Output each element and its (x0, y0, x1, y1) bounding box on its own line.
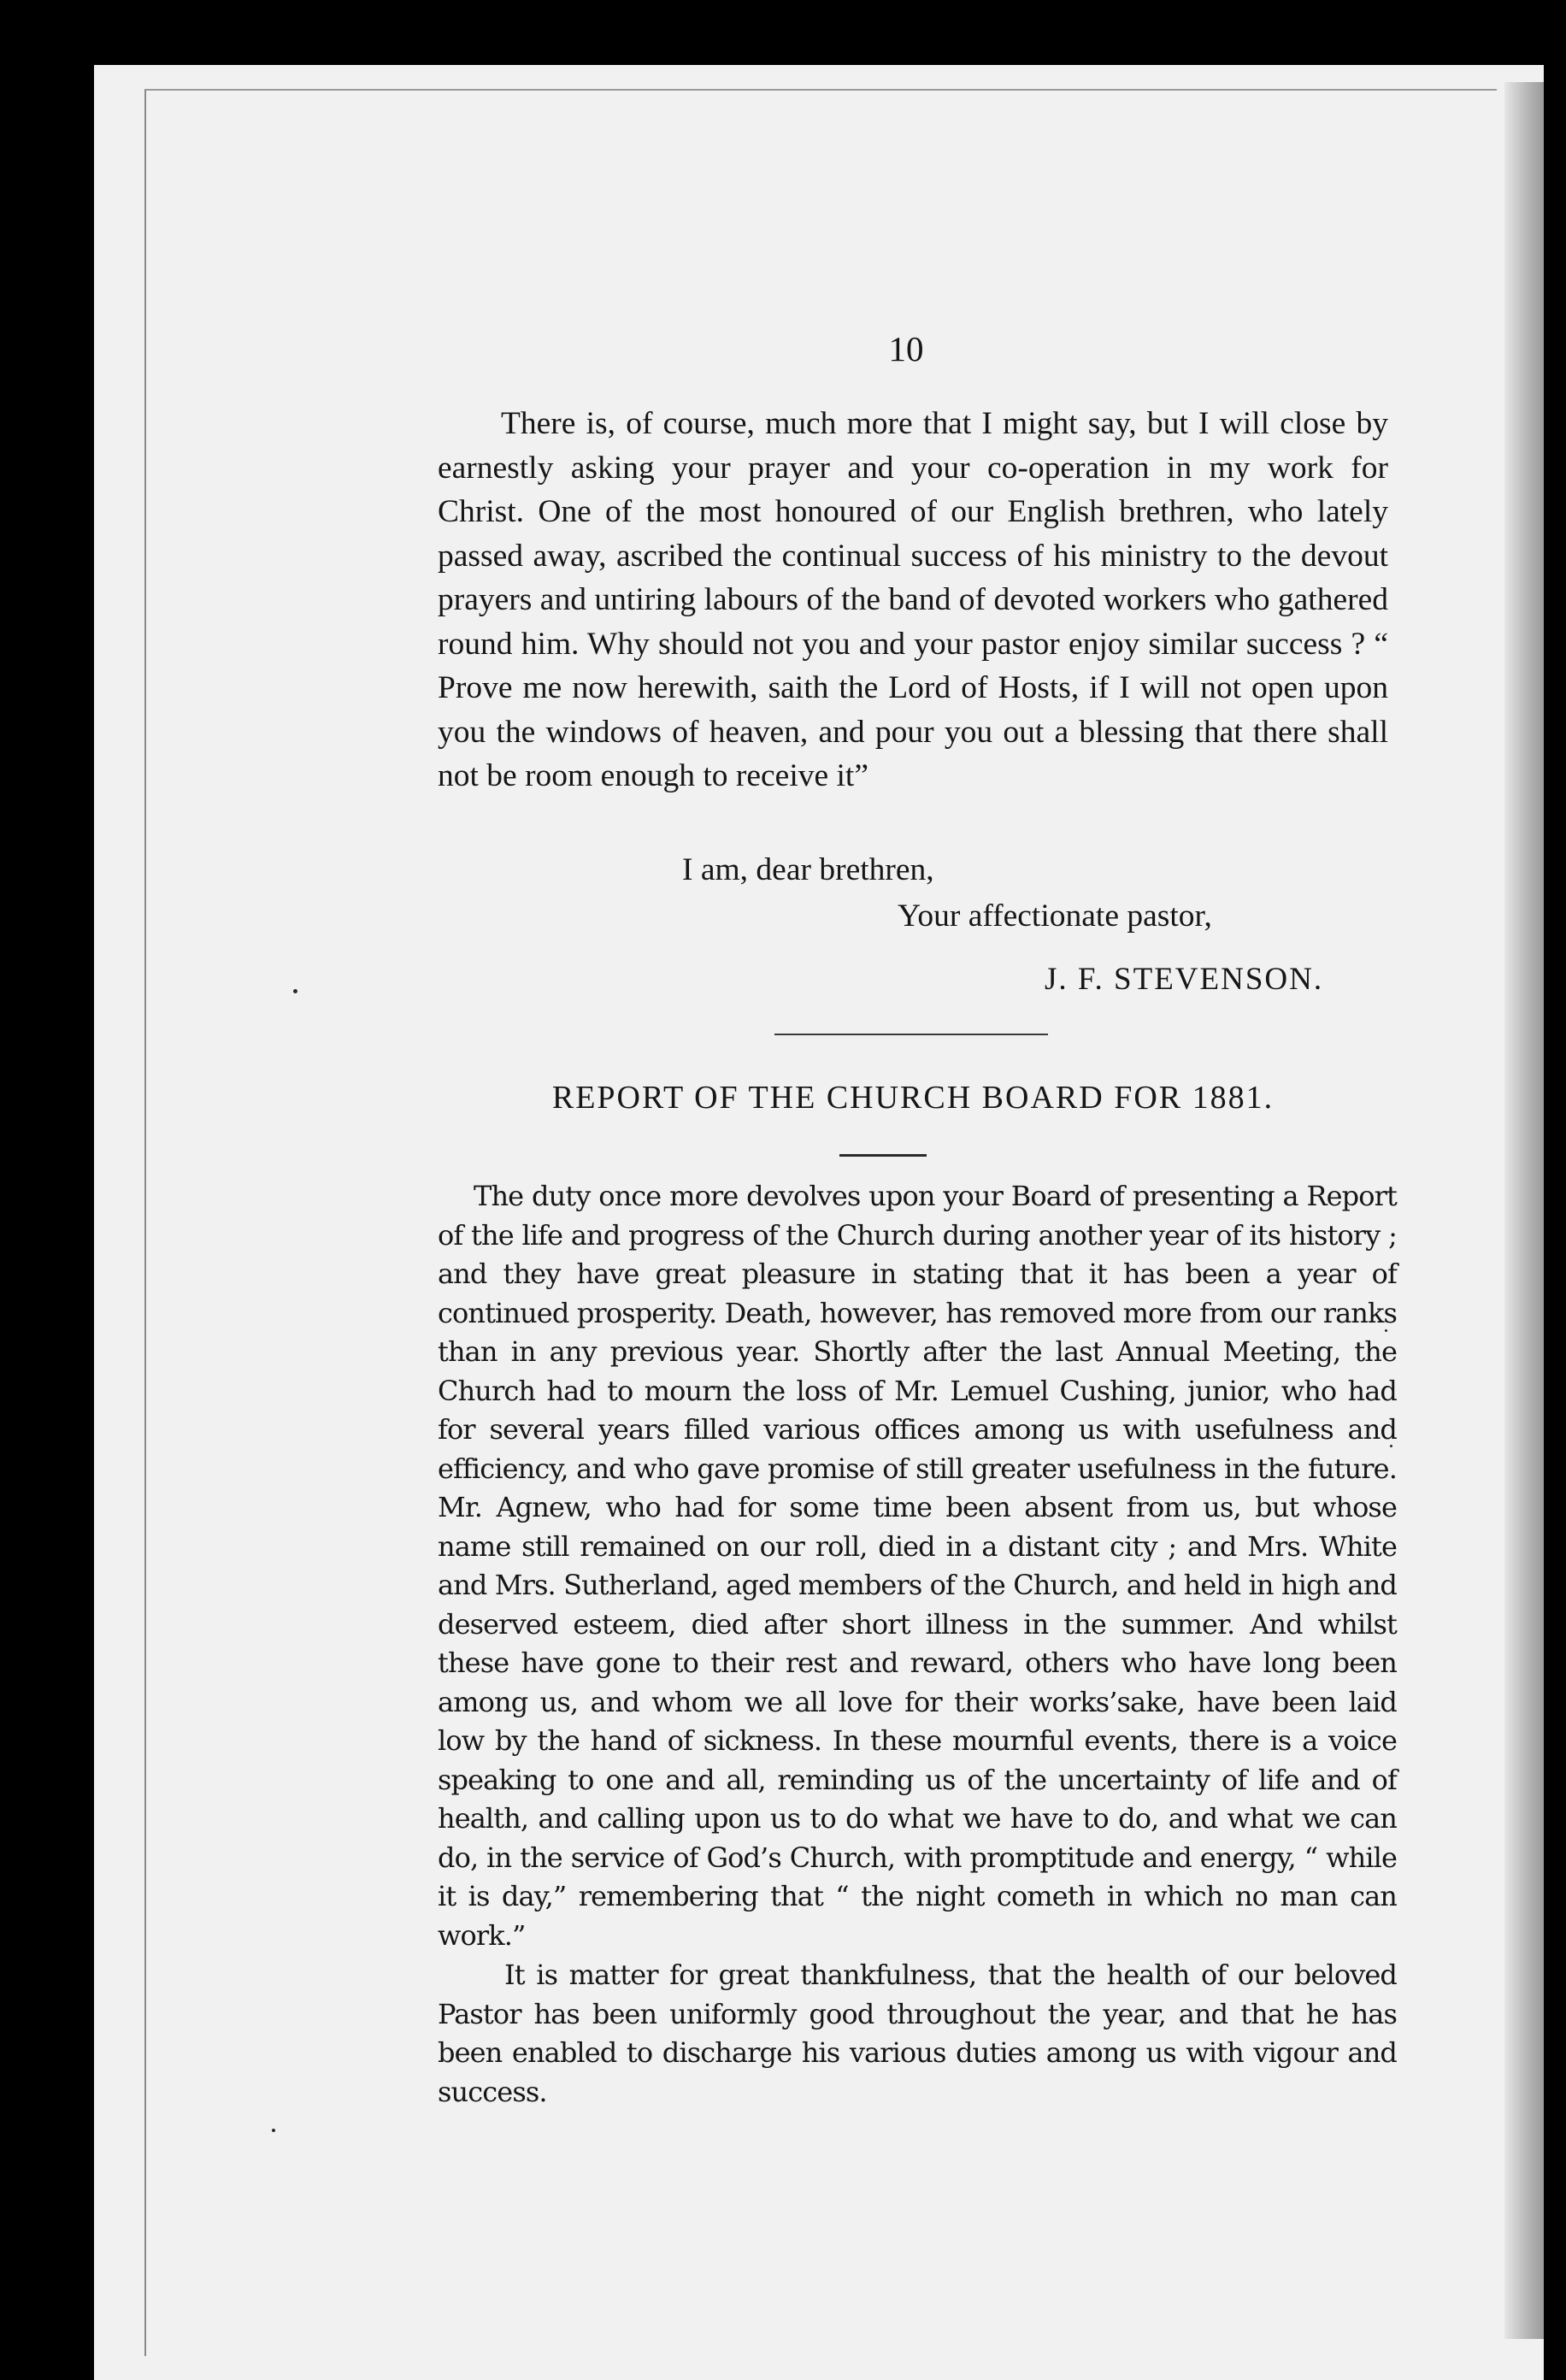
report-paragraph-2: It is matter for great thankfulness, that the health of our beloved Pastor has been uniformly good throughout the year, and that he has been enabled to discharge his various duties among us with vigour and success. (438, 1959, 1397, 2108)
report-title: REPORT OF THE CHURCH BOARD FOR 1881. (551, 1080, 1275, 1116)
letter-complimentary-close: Your affectionate pastor, (898, 898, 1212, 934)
letter-salutation: I am, dear brethren, (682, 852, 934, 887)
report-paragraph-1: The duty once more devolves upon your Board of presenting a Report of the life and progress of the Church during another year of its history ; and they have great pleasure in stating that it has been a year of continued prosperity. Death, however, has removed more from our ranks than in any previous year. Shortly after the last Annual Meeting, the Church had to mourn the loss of Mr. Lemuel Cushing, junior, who had for several years filled various offices among us with usefulness and efficiency, and who gave promise of still greater usefulness in the future. Mr. Agnew, who had for some time been absent from us, but whose name still remained on our roll, died in a distant city ; and Mrs. White and Mrs. Sutherland, aged members of the Church, and held in high and deserved esteem, died after short illness in the summer. And whilst these have gone to their rest and reward, others who have long been among us, and whom we all love for their works’sake, have been laid low by the hand of sickness. In these mournful events, there is a voice speaking to one and all, reminding us of the uncertainty of life and of health, and calling upon us to do what we have to do, and what we can do, in the service of God’s Church, with promptitude and energy, “ while it is day,” remembering that “ the night cometh in which no man can work.” (438, 1180, 1397, 1952)
page-number: 10 (888, 329, 924, 368)
section-divider-rule (774, 1034, 1048, 1035)
title-underline-rule (839, 1154, 927, 1157)
report-body (438, 1177, 1397, 2112)
letter-closing-paragraph (438, 402, 1388, 798)
scan-speck (293, 989, 297, 993)
letter-signature: J. F. STEVENSON. (1045, 962, 1324, 997)
scan-speck (272, 2129, 275, 2132)
letter-body-text: There is, of course, much more that I might say, but I will close by earnestly asking your prayer and your co-operation in my work for Christ. One of the most honoured of our English brethren, who lately passed away, ascribed the continual success of his ministry to the devout prayers and untiring labours of the band of devoted workers who gathered round him. Why should not you and your pastor enjoy similar success ? “ Prove me now herewith, saith the Lord of Hosts, if I will not open upon you the windows of heaven, and pour you out a blessing that there shall not be room enough to receive it” (438, 406, 1388, 793)
binding-shadow (1504, 82, 1544, 2339)
